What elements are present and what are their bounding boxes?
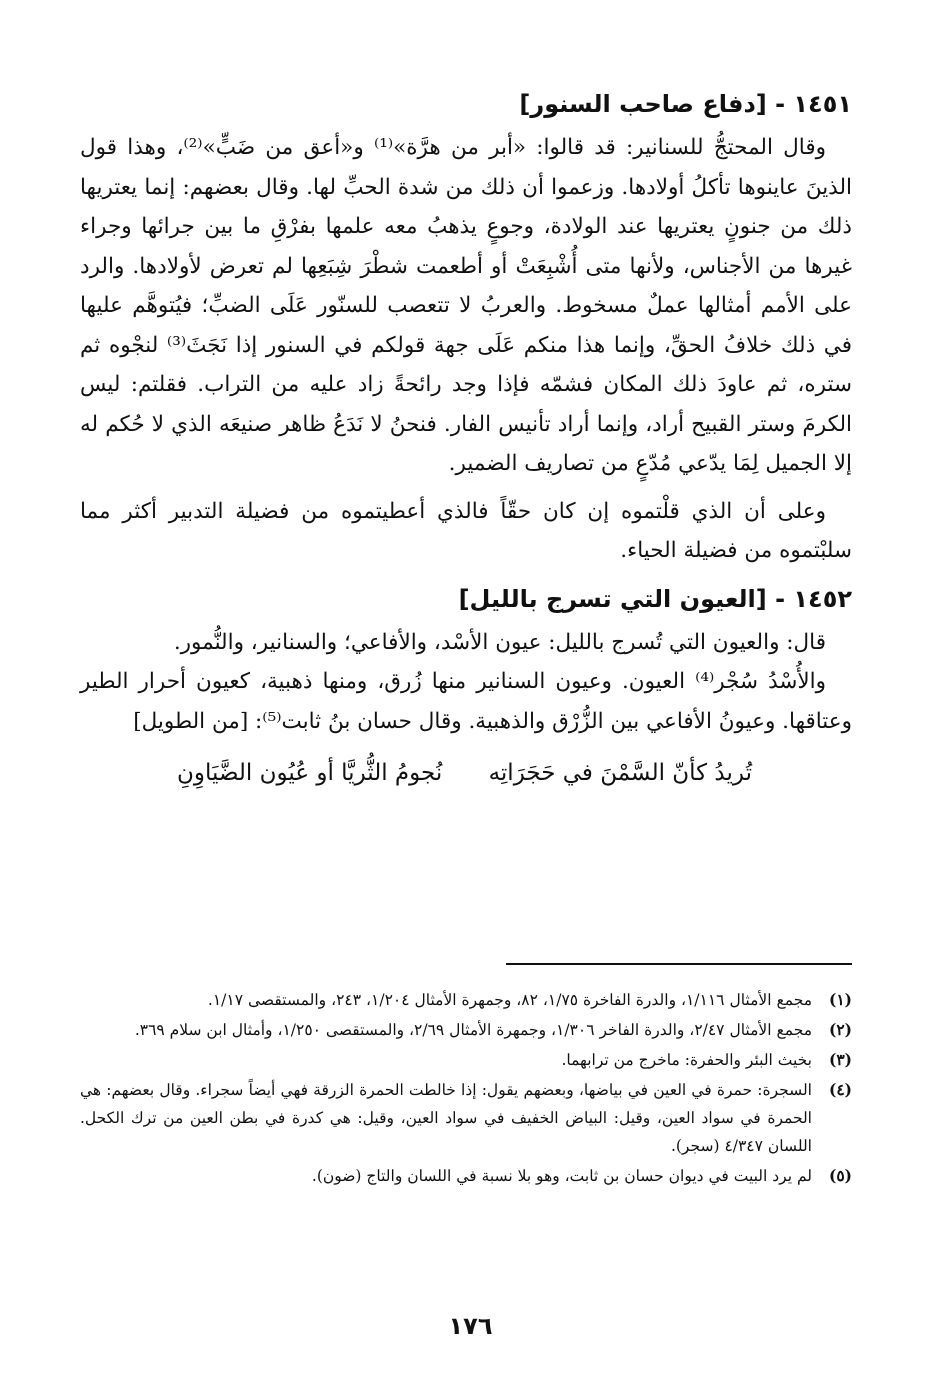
footnote-text: السجرة: حمرة في العين في بياضها، وبعضهم يقول: إذا خالطت الحمرة الزرقة فهي أيضاً سجراء. وقال بعضهم: هي الحمرة في سواد العين، وقيل: البياض الخفيف في سواد العين، وقيل: هي كدرة في بطن العين من ترك الكحل. اللسان ٤/٣٤٧ (سجر). xyxy=(80,1081,812,1155)
section-1451 xyxy=(80,86,852,571)
footnote-separator xyxy=(506,963,852,965)
paragraph: وعلى أن الذي قلْتموه إن كان حقّاً فالذي أعطيتموه من فضيلة التدبير أكثر مما سلبْتموه من فضيلة الحياء. xyxy=(80,498,852,563)
footnote-number: (٣) xyxy=(828,1050,852,1069)
paragraph: والأُسْدُ سُجْر⁽⁴⁾ العيون. وعيون السنانير منها زُرق، ومنها ذهبية، كعيون أحرار الطير وعتاقها. وعيونُ الأفاعي بين الزُّرْق والذهبية. وقال حسان بنُ ثابت⁽⁵⁾: [من الطويل] xyxy=(80,669,852,734)
verse-first-hemistich: تُريدُ كأنّ السَّمْنَ في حَجَرَاتِه xyxy=(488,760,752,786)
footnote-number: (٢) xyxy=(828,1020,852,1039)
footnote-number: (١) xyxy=(828,990,852,1009)
footnote-text: مجمع الأمثال ٢/٤٧، والدرة الفاخر ١/٣٠٦، وجمهرة الأمثال ٢/٦٩، والمستقصى ١/٢٥٠، وأمثال ابن سلام ٣٦٩. xyxy=(134,1021,812,1039)
footnote-text: لم يرد البيت في ديوان حسان بن ثابت، وهو بلا نسبة في اللسان والتاج (ضون). xyxy=(311,1167,812,1185)
footnote xyxy=(80,1016,852,1044)
verse-second-hemistich: نُجومُ الثُّريَّا أو عُيُون الضَّيَاوِنِ xyxy=(177,760,443,786)
section-heading-1451: ١٤٥١ - [دفاع صاحب السنور] xyxy=(519,90,852,118)
footnote xyxy=(80,1046,852,1074)
footnote-number: (٥) xyxy=(828,1166,852,1185)
paragraph: وقال المحتجُّ للسنانير: قد قالوا: «أبر من هرَّة»⁽¹⁾ و«أعق من ضَبٍّ»⁽²⁾، وهذا قول الذينَ عاينوها تأكلُ أولادها. وزعموا أن ذلك من شدة الحبِّ لها. وقال بعضهم: إنما يعتريها ذلك من جنونٍ يعتريها عند الولادة، وجوعٍ يذهبُ معه علمها بفرْقِ ما بين جرائها وجراء غيرها من الأجناس، ولأنها متى أُشْبِعَتْ أو أطعمت شطْرَ شِبَعِها لم تعرض لأولادها. والرد على الأمم أمثالها عملٌ مسخوط. والعربُ لا تتعصب للسنّور عَلَى الضبِّ؛ فيُتوهَّم عليها في ذلك خلافُ الحقِّ، وإنما هذا منكم عَلَى جهة قولكم في السنور إذا نَجَثَ⁽³⁾ لنجْوه ثم ستره، ثم عاودَ ذلك المكان فشمّه فإذا وجد رائحةً زاد عليه من التراب. فقلتم: ليس الكرمَ وستر القبيح أراد، وإنما أراد تأنيس الفار. فنحنُ لا نَدَعُ ظاهر صنيعَه الذي لا حُكم له إلا الجميل لِمَا يدّعي مُدّعٍ من تصاريف الضمير. xyxy=(80,135,853,476)
footnote-text: مجمع الأمثال ١/١١٦، والدرة الفاخرة ١/٧٥، ٨٢، وجمهرة الأمثال ١/٢٠٤، ٢٤٣، والمستقصى ١/١٧. xyxy=(207,991,812,1009)
poetry-verse xyxy=(177,751,752,795)
section-heading-1452: ١٤٥٢ - [العيون التي تسرج بالليل] xyxy=(458,584,852,613)
main-text xyxy=(80,86,852,795)
footnote xyxy=(80,986,852,1014)
footnote xyxy=(80,1162,852,1190)
paragraph: قال: والعيون التي تُسرج بالليل: عيون الأسْد، والأفاعي؛ والسنانير، والنُّمور. xyxy=(173,629,826,655)
footnote-number: (٤) xyxy=(828,1080,852,1099)
footnote-text: بخيث البئر والحفرة: ماخرج من ترابهما. xyxy=(561,1051,812,1069)
footnote xyxy=(80,1076,852,1160)
section-1452 xyxy=(80,581,852,796)
footnotes xyxy=(80,986,852,1192)
page-number: ١٧٦ xyxy=(448,1312,493,1340)
